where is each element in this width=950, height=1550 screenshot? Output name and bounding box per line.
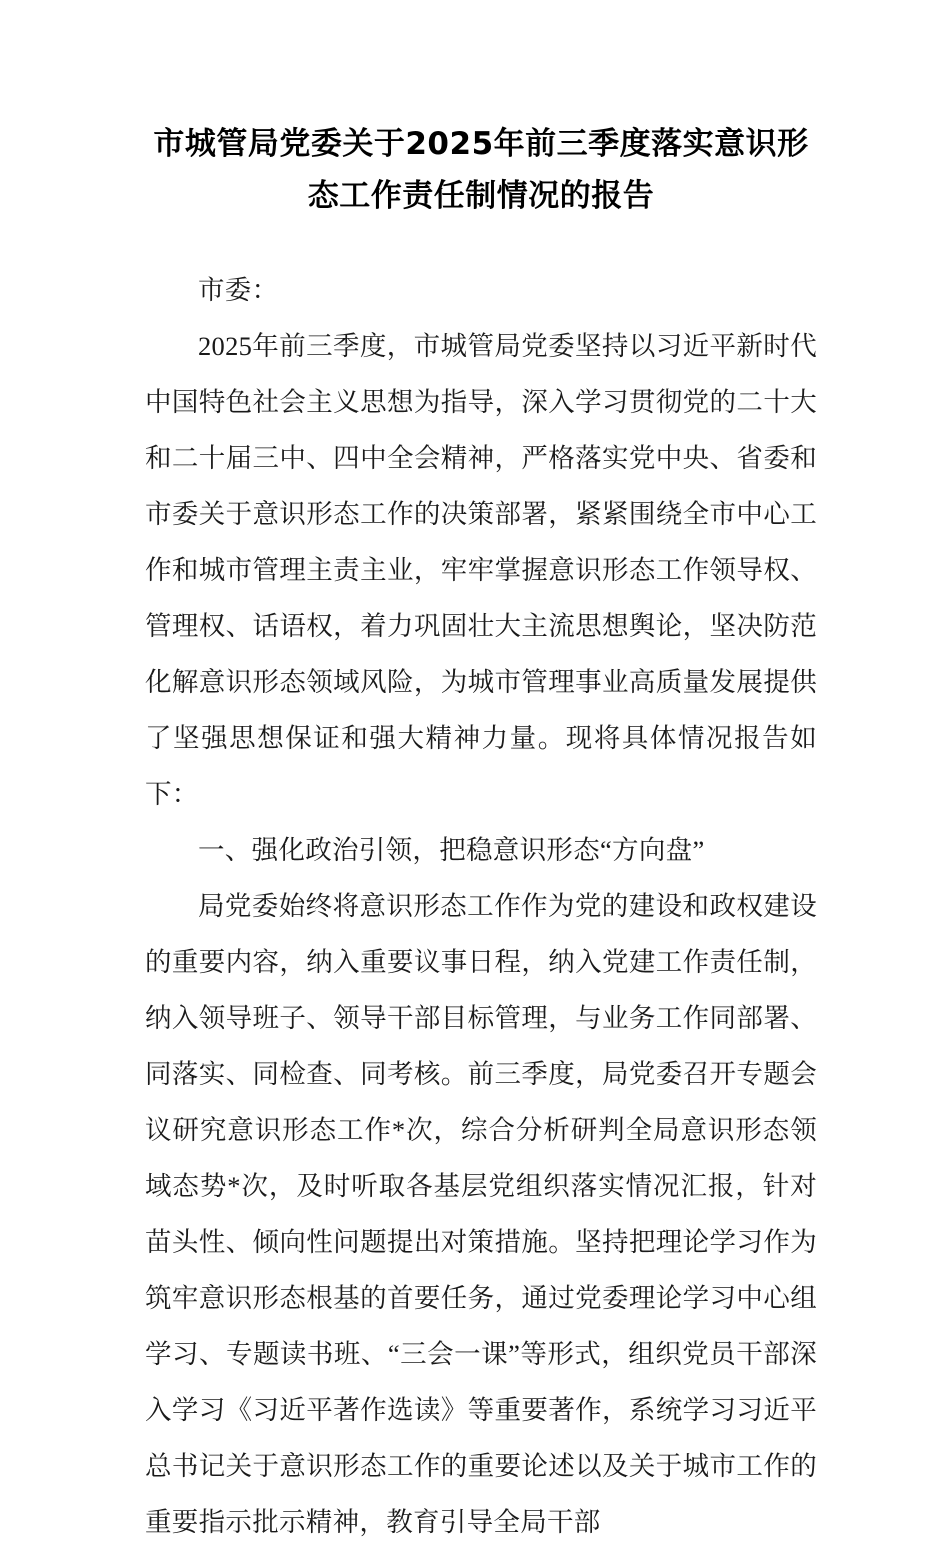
paragraph-section-one-body: 局党委始终将意识形态工作作为党的建设和政权建设的重要内容，纳入重要议事日程，纳入党建工作责任制，纳入领导班子、领导干部目标管理，与业务工作同部署、同落实、同检查、同考核。前三季度，局党委召开专题会议研究意识形态工作*次，综合分析研判全局意识形态领域态势*次，及时听取各基层党组织落实情况汇报，针对苗头性、倾向性问题提出对策措施。坚持把理论学习作为筑牢意识形态根基的首要任务，通过党委理论学习中心组学习、专题读书班、“三会一课”等形式，组织党员干部深入学习《习近平著作选读》等重要著作，系统学习习近平总书记关于意识形态工作的重要论述以及关于城市工作的重要指示批示精神，教育引导全局干部 [145, 891, 817, 1537]
paragraph-intro: 2025年前三季度，市城管局党委坚持以习近平新时代中国特色社会主义思想为指导，深入学习贯彻党的二十大和二十届三中、四中全会精神，严格落实党中央、省委和市委关于意识形态工作的决策部署，紧紧围绕全市中心工作和城市管理主责主业，牢牢掌握意识形态工作领导权、管理权、话语权，着力巩固壮大主流思想舆论，坚决防范化解意识形态领域风险，为城市管理事业高质量发展提供了坚强思想保证和强大精神力量。现将具体情况报告如下： [145, 331, 817, 809]
section-heading-one: 一、强化政治引领，把稳意识形态“方向盘” [198, 835, 705, 865]
page-title: 市城管局党委关于2025年前三季度落实意识形态工作责任制情况的报告 [153, 126, 809, 214]
document-content [145, 118, 817, 1550]
document-body [145, 262, 817, 1550]
salutation-line: 市委： [198, 275, 279, 305]
